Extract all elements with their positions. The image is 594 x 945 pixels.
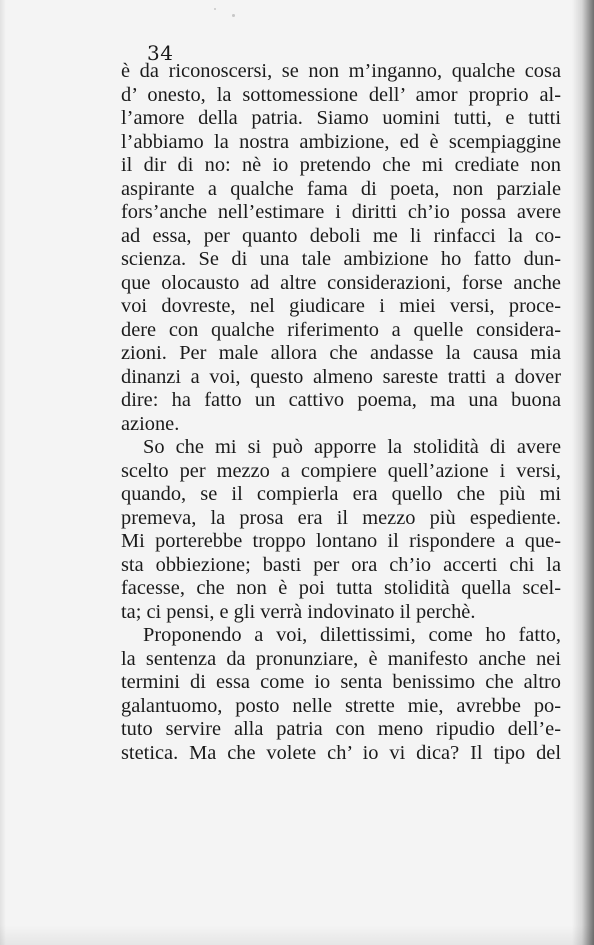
text-line: voi dovreste, nel giudicare i miei versi, proce- — [121, 295, 561, 317]
text-line: fors’anche nell’estimare i diritti ch’io possa avere — [121, 201, 561, 223]
text-line: ta; ci pensi, e gli verrà indovinato il perchè. — [121, 600, 476, 623]
text-line: galantuomo, posto nelle strette mie, avrebbe po- — [121, 694, 561, 717]
text-line: sta obbiezione; basti per ora ch’io accerti chi la — [121, 553, 561, 576]
paper-speck — [232, 14, 235, 17]
text-line: Proponendo a voi, dilettissimi, come ho fatto, — [143, 624, 561, 646]
text-line: tuto servire alla patria con meno ripudio dell’e- — [121, 718, 561, 740]
text-line: premeva, la prosa era il mezzo più espediente. — [121, 506, 561, 529]
text-line: l’abbiamo la nostra ambizione, ed è scempiaggine — [121, 130, 561, 153]
text-line: d’ onesto, la sottomessione dell’ amor proprio al- — [121, 83, 561, 106]
text-line: scienza. Se di una tale ambizione ho fatto dun- — [121, 248, 561, 270]
text-line: azione. — [121, 412, 180, 435]
text-line: quando, se il compierla era quello che più mi — [121, 483, 561, 505]
text-line: termini di essa come io senta benissimo che altro — [121, 671, 561, 693]
text-line: facesse, che non è poi tutta stolidità quella scel- — [121, 577, 561, 599]
text-line: dire: ha fatto un cattivo poema, ma una buona — [121, 389, 561, 411]
text-line: aspirante a qualche fama di poeta, non parziale — [121, 177, 561, 200]
text-line: Mi porterebbe troppo lontano il rispondere a que- — [121, 530, 561, 552]
page-bottom-edge — [0, 925, 594, 945]
text-line: dinanzi a voi, questo almeno sareste tratti a dover — [121, 365, 561, 388]
text-line: il dir di no: nè io pretendo che mi crediate non — [121, 154, 561, 176]
paper-speck — [214, 8, 216, 10]
text-line: la sentenza da pronunziare, è manifesto anche nei — [121, 647, 561, 670]
text-line: zioni. Per male allora che andasse la causa mia — [121, 342, 561, 364]
text-line: ad essa, per quanto deboli me li rinfacci la co- — [121, 224, 561, 247]
text-line: stetica. Ma che volete ch’ io vi dica? Il tipo del — [121, 741, 561, 764]
page-number: 34 — [147, 41, 174, 65]
text-line: que olocausto ad altre considerazioni, forse anche — [121, 271, 561, 294]
text-line: dere con qualche riferimento a quelle considera- — [121, 318, 561, 341]
text-line: è da riconoscersi, se non m’inganno, qualche cosa — [121, 60, 561, 82]
book-spine-shadow — [572, 0, 594, 945]
body-text — [121, 60, 561, 765]
text-line: So che mi si può apporre la stolidità di avere — [143, 436, 561, 458]
text-line: l’amore della patria. Siamo uomini tutti, e tutti — [121, 107, 561, 129]
page-left-edge-shadow — [0, 0, 6, 945]
text-line: scelto per mezzo a compiere quell’azione i versi, — [121, 459, 561, 482]
